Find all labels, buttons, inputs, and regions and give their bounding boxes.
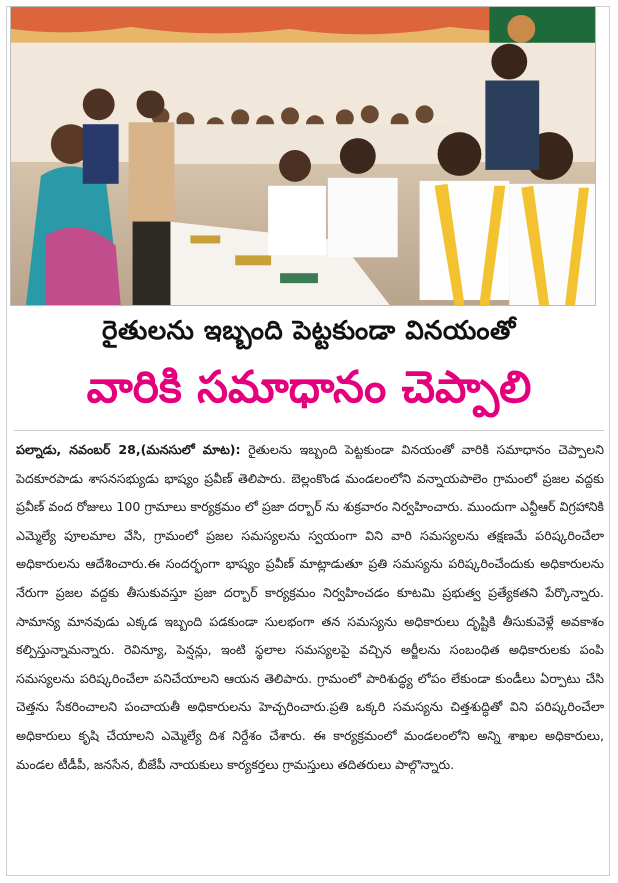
article-body-text: రైతులను ఇబ్బంది పెట్టకుండా వినయంతో వారికి సమాధానం చెప్పాలని పెదకూరపాడు శాసనసభ్యుడు భాష్యం ప్రవీణ్ తెలిపారు. బెల్లంకొండ మండలంలోని వన్నాయపాలెం గ్రామంలో ప్రజల వద్దకు ప్రవీణ్ వంద రోజులు 100 గ్రామాలు కార్యక్రమం లో ప్రజా దర్బార్ ను శుక్రవారం నిర్వహించారు. ముందుగా ఎన్టీఆర్ విగ్రహానికి ఎమ్మెల్యే పూలమాల వేసి, గ్రామంలో ప్రజల సమస్యలను స్వయంగా విని వారి సమస్యలను తక్షణమే పరిష్కరించేలా అధికారులను ఆదేశించారు.ఈ సందర్భంగా భాష్యం ప్రవీణ్ మాట్లాడుతూ ప్రతి సమస్యను పరిష్కరించేందుకు అధికారులను నేరుగా ప్రజల వద్దకు తీసుకువస్తూ ప్రజా దర్బార్ కార్యక్రమం నిర్వహించడం కూటమి ప్రభుత్వ ప్రత్యేకతని పేర్కొన్నారు. సామాన్య మానవుడు ఎక్కడ ఇబ్బంది పడకుండా సులభంగా తన సమస్యను అధికారులు దృష్టికి తీసుకువెళ్లే అవకాశం కల్పిస్తున్నామన్నారు. రెవిన్యూ, పెన్షన్లు, ఇంటి స్థలాల సమస్యలపై వచ్చిన అర్జీలను సంబంధిత అధికారులకు పంపి సమస్యలను పరిష్కరించేలా పనిచేయాలని ఆయన తెలిపారు. గ్రామంలో పారిశుద్ధ్య లోపం లేకుండా కుండీలు ఏర్పాటు చేసి చెత్తను సేకరించాలని పంచాయతీ అధికారులను హెచ్చరించారు.ప్రతి ఒక్కరి సమస్యను చిత్తశుద్ధితో విని పరిష్కరించేలా అధికారులు కృషి చేయాలని ఎమ్మెల్యే దిశ నిర్దేశం చేశారు. ఈ కార్యక్రమంలో మండలంలోని అన్ని శాఖల అధికారులు, మండల టీడీపీ, జనసేన, బీజేపీ నాయకులు కార్యకర్తలు గ్రామస్తులు తదితరులు పాల్గొన్నారు. [16,442,604,772]
headline-kicker: రైతులను ఇబ్బంది పెట్టకుండా వినయంతో [102,316,516,346]
headline-main: వారికి సమాధానం చెప్పాలి [86,362,532,413]
news-photo [10,6,596,306]
photo-illustration [11,7,595,305]
dateline: పల్నాడు, నవంబర్ 28,(మనసులో మాట): [16,442,241,457]
headline-divider [14,430,604,431]
article-body [16,436,604,779]
